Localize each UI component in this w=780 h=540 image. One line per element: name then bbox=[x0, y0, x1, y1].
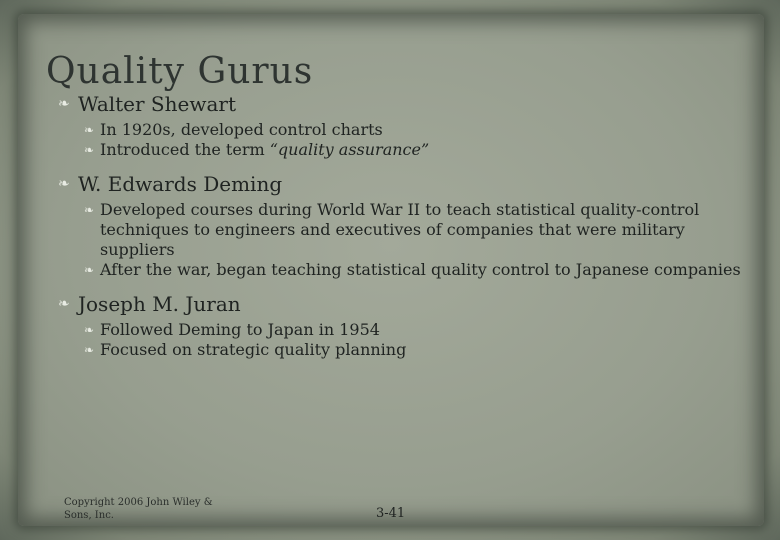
sub-bullet bbox=[58, 320, 758, 340]
leaf-bullet-icon: ❧ bbox=[58, 296, 70, 312]
guru-bullet-deming bbox=[58, 172, 758, 196]
leaf-bullet-icon: ❧ bbox=[84, 343, 95, 357]
leaf-bullet-icon: ❧ bbox=[84, 143, 95, 157]
sub-bullet-text: Introduced the term bbox=[100, 140, 270, 159]
sub-bullet-text: In 1920s, developed control charts bbox=[100, 120, 383, 139]
leaf-bullet-icon: ❧ bbox=[58, 96, 70, 112]
sub-bullet bbox=[58, 120, 758, 140]
sub-bullet-text: Followed Deming to Japan in 1954 bbox=[100, 320, 380, 339]
guru-name: Walter Shewart bbox=[78, 92, 236, 116]
sub-bullet bbox=[58, 140, 758, 160]
guru-name: W. Edwards Deming bbox=[78, 172, 283, 196]
sub-bullet-text: After the war, began teaching statistical quality control to Japanese companies bbox=[100, 260, 741, 279]
guru-name: Joseph M. Juran bbox=[78, 292, 241, 316]
copyright-footer: Copyright 2006 John Wiley & Sons, Inc. bbox=[64, 497, 213, 521]
sub-bullet-italic-term: “quality assurance” bbox=[269, 140, 430, 159]
leaf-bullet-icon: ❧ bbox=[84, 323, 95, 337]
sub-bullet bbox=[58, 200, 758, 260]
guru-bullet-juran bbox=[58, 292, 758, 316]
sub-bullet bbox=[58, 260, 758, 280]
leaf-bullet-icon: ❧ bbox=[84, 263, 95, 277]
page-number: 3-41 bbox=[376, 506, 406, 521]
sub-bullet-text: Focused on strategic quality planning bbox=[100, 340, 407, 359]
slide-title: Quality Gurus bbox=[46, 51, 314, 92]
guru-bullet-shewart bbox=[58, 92, 758, 116]
leaf-bullet-icon: ❧ bbox=[84, 203, 95, 217]
sub-bullet-text: Developed courses during World War II to teach statistical quality-control techniques to engineers and executives of companies that were military suppliers bbox=[100, 200, 700, 259]
leaf-bullet-icon: ❧ bbox=[58, 176, 70, 192]
slide-content bbox=[58, 92, 758, 360]
leaf-bullet-icon: ❧ bbox=[84, 123, 95, 137]
sub-bullet bbox=[58, 340, 758, 360]
